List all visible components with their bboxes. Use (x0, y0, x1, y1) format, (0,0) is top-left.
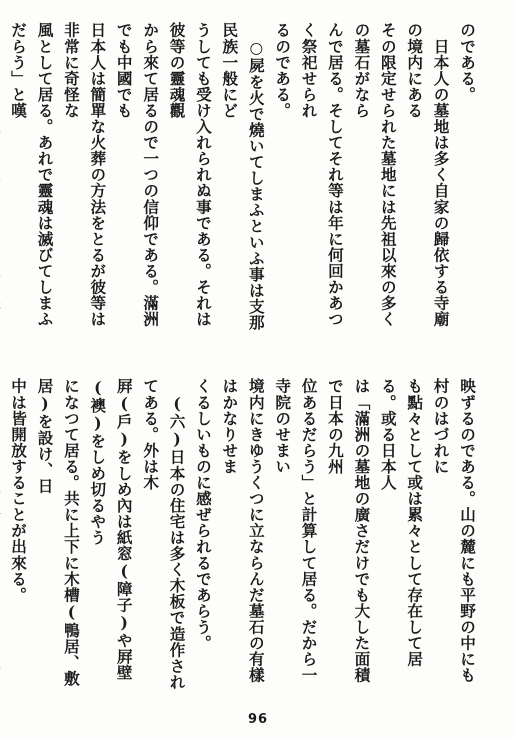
page-number: 96 (247, 712, 269, 727)
upper-text-block: のである。 日本人の墓地は多く自家の歸依する寺廟の境内にある その限定せられた墓地には先祖以來の多くの墓石がなら んで居る。そしてそれ等は年に何回かあつく祭祀せられ るのである。 ○屍を火で燒いてしまふといふ事は支那民族一般にど うしても受け入れられぬ事である。それは彼等の靈魂觀 から來て居るので一つの信仰である。滿洲でも中國でも 日本人は簡單な火葬の方法をとるが彼等は非常に奇怪な 風として居る。あれで靈魂は滅びてしまふだらう」と嘆 (9, 22, 477, 331)
lower-text-block: 映ずるのである。山の麓にも平野の中にも村のはづれに も點々として或は累々として存在して居る。或る日本人 は「滿洲の墓地の廣さだけでも大した面積で日本の九州 位あるだらう」と計算して居る。だから一寺院のせまい 境内にきゆうくつに立ならんだ墓石の有樣はかなりせま くるしいものに感ぜられるであらう。 (六)日本の住宅は多く木板で造作されてある。外は木 屛(戶)をしめ內は紙窓(障子)や屛壁(襖)をしめ切るやう になつて居る。共に上下に木槽(鴨居、敷居)を設け、日 中は皆開放することが出來る。 (9, 378, 477, 690)
